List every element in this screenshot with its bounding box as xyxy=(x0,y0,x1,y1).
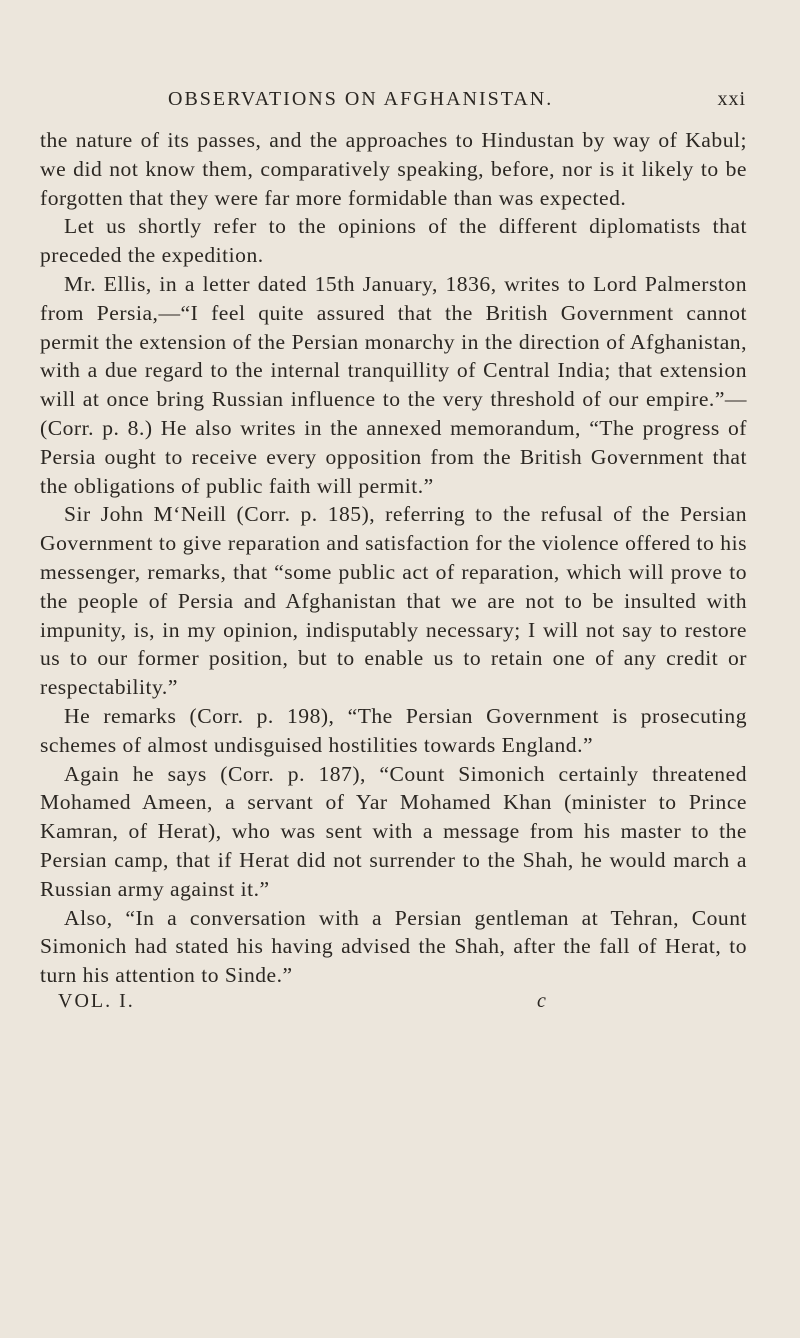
paragraph-ellis: Mr. Ellis, in a letter dated 15th January, 1836, writes to Lord Palmerston from Persia,—“I feel quite assured that the British Government cannot permit the extension of the Persian monarchy in the direction of Afghanistan, with a due regard to the internal tranquillity of Central India; that extension will at once bring Russian influence to the very threshold of our empire.”—(Corr. p. 8.) He also writes in the annexed memorandum, “The progress of Persia ought to receive every opposition from the British Government that the obligations of public faith will permit.” xyxy=(40,271,747,498)
running-head-title: OBSERVATIONS ON AFGHANISTAN. xyxy=(168,88,554,110)
volume-label: VOL. I. xyxy=(58,989,135,1012)
paragraph-mcneill: Sir John M‘Neill (Corr. p. 185), referring to the refusal of the Persian Government to give reparation and satisfaction for the violence offered to his messenger, remarks, that “some public act of reparation, which will prove to the people of Persia and Afghanistan that we are not to be insulted with impunity, is, in my opinion, indisputably necessary; I will not say to restore us to our former position, but to enable us to retain one of any credit or respectability.” xyxy=(40,502,747,700)
running-head xyxy=(40,80,746,126)
page-number: xxi xyxy=(717,88,746,110)
signature-line xyxy=(40,990,746,1020)
paragraph-simonich-sinde: Also, “In a conversation with a Persian gentleman at Tehran, Count Simonich had stated his having advised the Shah, after the fall of Herat, to turn his attention to Sinde.” xyxy=(40,905,747,988)
paragraph-continuation: the nature of its passes, and the approaches to Hindustan by way of Kabul; we did not know them, comparatively speaking, before, nor is it likely to be forgotten that they were far more formidable than was expected. xyxy=(40,128,747,210)
paragraph-persian-government: He remarks (Corr. p. 198), “The Persian Government is prosecuting schemes of almost undisguised hostilities towards England.” xyxy=(40,703,747,757)
paragraph-diplomatists: Let us shortly refer to the opinions of the different diplomatists that preceded the expedition. xyxy=(40,214,747,268)
signature-mark: c xyxy=(537,989,546,1012)
paragraph-simonich-threat: Again he says (Corr. p. 187), “Count Simonich certainly threatened Mohamed Ameen, a servant of Yar Mohamed Khan (minister to Prince Kamran, of Herat), who was sent with a message from his master to the Persian camp, that if Herat did not surrender to the Shah, he would march a Russian army against it.” xyxy=(40,761,747,901)
body-text xyxy=(40,126,747,990)
